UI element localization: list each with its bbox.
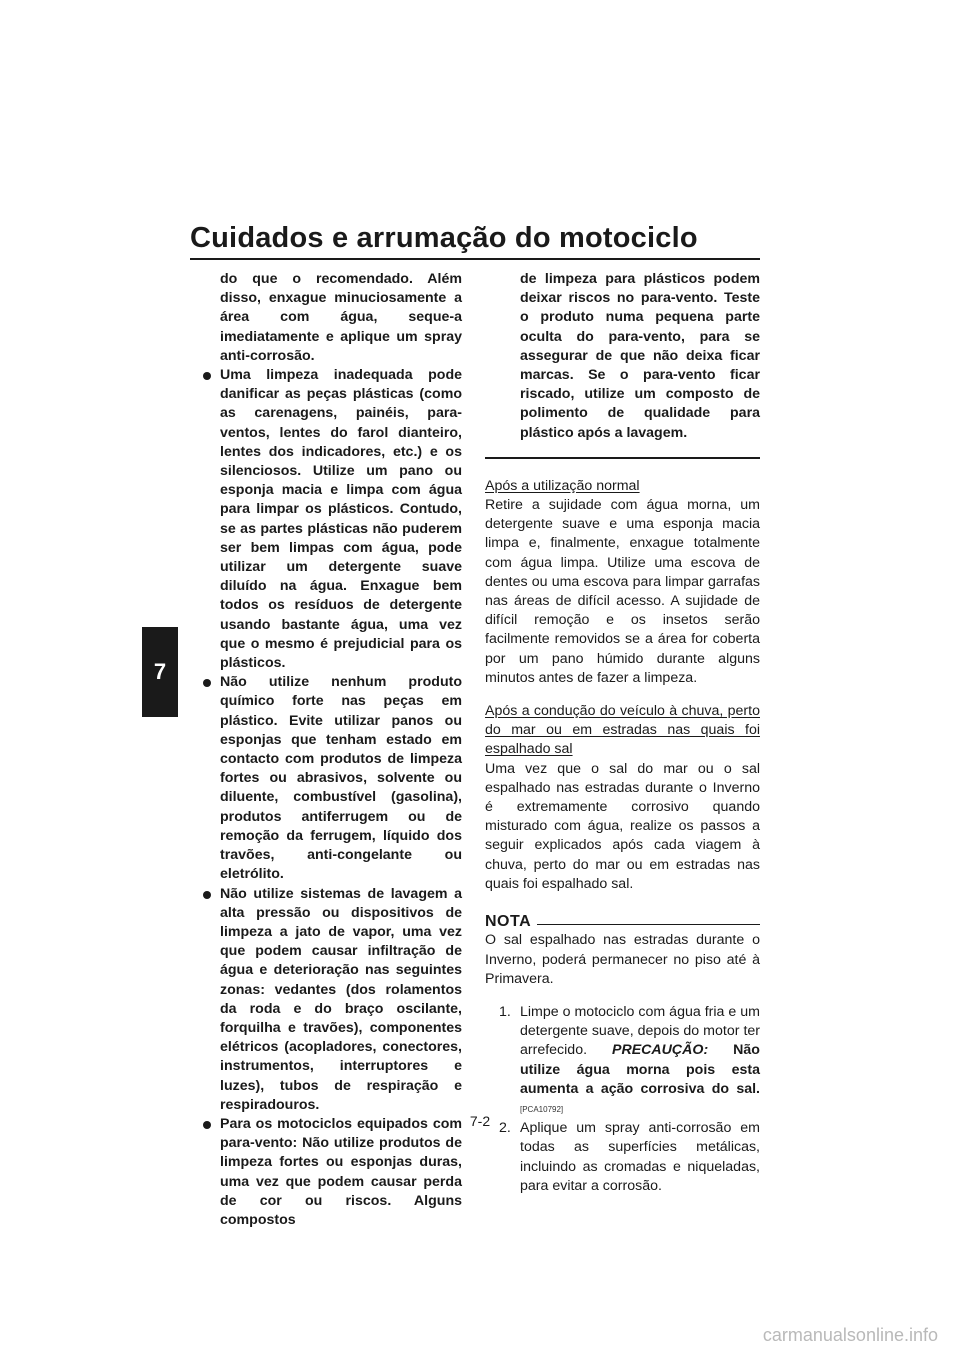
chapter-tab: 7 (142, 627, 178, 717)
nota-label: NOTA (485, 913, 532, 931)
bullet-text: Uma limpeza inadequada pode danificar as peças plásticas (como as carenagens, painéis, para-ventos, lentes do farol dianteiro, lentes dos indicadores, etc.) e os silenciosos. Utilize um pano ou esponja macia e limpa com água para limpar os plásticos. Contudo, se as partes plásticas não puderem ser bem limpas com água, pode utilizar um detergente suave diluído na água. Enxague bem todos os resíduos de detergente usando bastante água, uma vez que o mesmo é prejudicial para os plásticos. (220, 367, 462, 672)
lead-text: do que o recomendado. Além disso, enxague minuciosamente a área com água, seque-a imediatamente e aplique um spray anti-corrosão. (220, 271, 462, 364)
left-column (220, 270, 462, 1230)
page-title: Cuidados e arrumação do motociclo (190, 222, 698, 254)
section-body-rain-salt: Uma vez que o sal do mar ou o sal espalhado nas estradas durante o Inverno é extremamente corrosivo quando misturado com água, realize os passos a seguir explicados após cada viagem à chuva, perto do mar ou em estradas nas quais foi espalhado sal. (485, 760, 760, 892)
list-item (485, 1003, 760, 1119)
bullet-item (220, 1115, 462, 1230)
caution-label: PRECAUÇÃO: (612, 1042, 709, 1059)
bullet-item (220, 673, 462, 884)
right-column (485, 270, 760, 1196)
bullet-icon (203, 372, 211, 380)
bullet-text: Não utilize sistemas de lavagem a alta pressão ou dispositivos de limpeza a jato de vapor, uma vez que podem causar infiltração de água e deterioração nas seguintes zonas: vedantes (dos rolamentos da roda e do braço oscilante, forquilha e travões), componentes elétricos (acopladores, conectores, instrumentos, interruptores e luzes), tubos de respiração e respiradouros. (220, 885, 462, 1113)
step-text: Limpe o motociclo com água fria e um detergente suave, depois do motor ter arrefecido. (520, 1003, 760, 1059)
continuation-text: de limpeza para plásticos podem deixar riscos no para-vento. Teste o produto numa pequena parte oculta do para-vento, para se assegurar de que não deixa ficar marcas. Se o para-vento ficar riscado, utilize um composto de polimento de qualidade para plástico após a lavagem. (520, 271, 760, 441)
bullet-text: Não utilize nenhum produto químico forte nas peças em plástico. Evite utilizar panos ou esponjas que tenham estado em contacto com produtos de limpeza fortes ou abrasivos, solvente ou diluente, combustível (gasolina), produtos antiferrugem ou de remoção da ferrugem, líquido dos travões, anti-congelante ou eletrólito. (220, 674, 462, 883)
steps-list (485, 1003, 760, 1196)
caution-code: [PCA10792] (520, 1104, 564, 1114)
section-body-normal-use: Retire a sujidade com água morna, um detergente suave e uma esponja macia limpa e, finalmente, enxague totalmente com água limpa. Utilize uma escova de dentes ou uma escova para limpar garrafas nas áreas de difícil acesso. A sujidade de difícil remoção e os insetos serão facilmente removidos se a área for coberta por um pano húmido durante alguns minutos antes de fazer a limpeza. (485, 497, 760, 686)
step-number: 1. (499, 1003, 511, 1020)
caution-text: Não utilize água morna pois esta aumenta a ação corrosiva do sal. (520, 1042, 760, 1097)
nota-header (485, 912, 760, 931)
list-item (485, 1119, 760, 1196)
bullet-icon (203, 891, 211, 899)
bullet-item (220, 366, 462, 673)
bullet-icon (203, 679, 211, 687)
nota-text: O sal espalhado nas estradas durante o Inverno, poderá permanecer no piso até à Primavera. (485, 932, 760, 987)
step-number: 2. (499, 1120, 511, 1137)
section-heading-rain-salt: Após a condução do veículo à chuva, perto do mar ou em estradas nas quais foi espalhado sal (485, 703, 760, 758)
bullet-item (220, 885, 462, 1115)
section-divider (485, 457, 760, 459)
title-rule (190, 258, 760, 260)
bullet-text: Para os motociclos equipados com para-vento: Não utilize produtos de limpeza fortes ou esponjas duras, uma vez que podem causar perda de cor ou riscos. Alguns compostos (220, 1115, 462, 1228)
step-text: Aplique um spray anti-corrosão em todas as superfícies metálicas, incluindo as cromadas e niqueladas, para evitar a corrosão. (520, 1120, 760, 1194)
section-heading-normal-use: Após a utilização normal (485, 477, 640, 494)
page-number: 7-2 (469, 1113, 491, 1129)
nota-rule (537, 924, 760, 925)
watermark: carmanualsonline.info (762, 1325, 938, 1345)
